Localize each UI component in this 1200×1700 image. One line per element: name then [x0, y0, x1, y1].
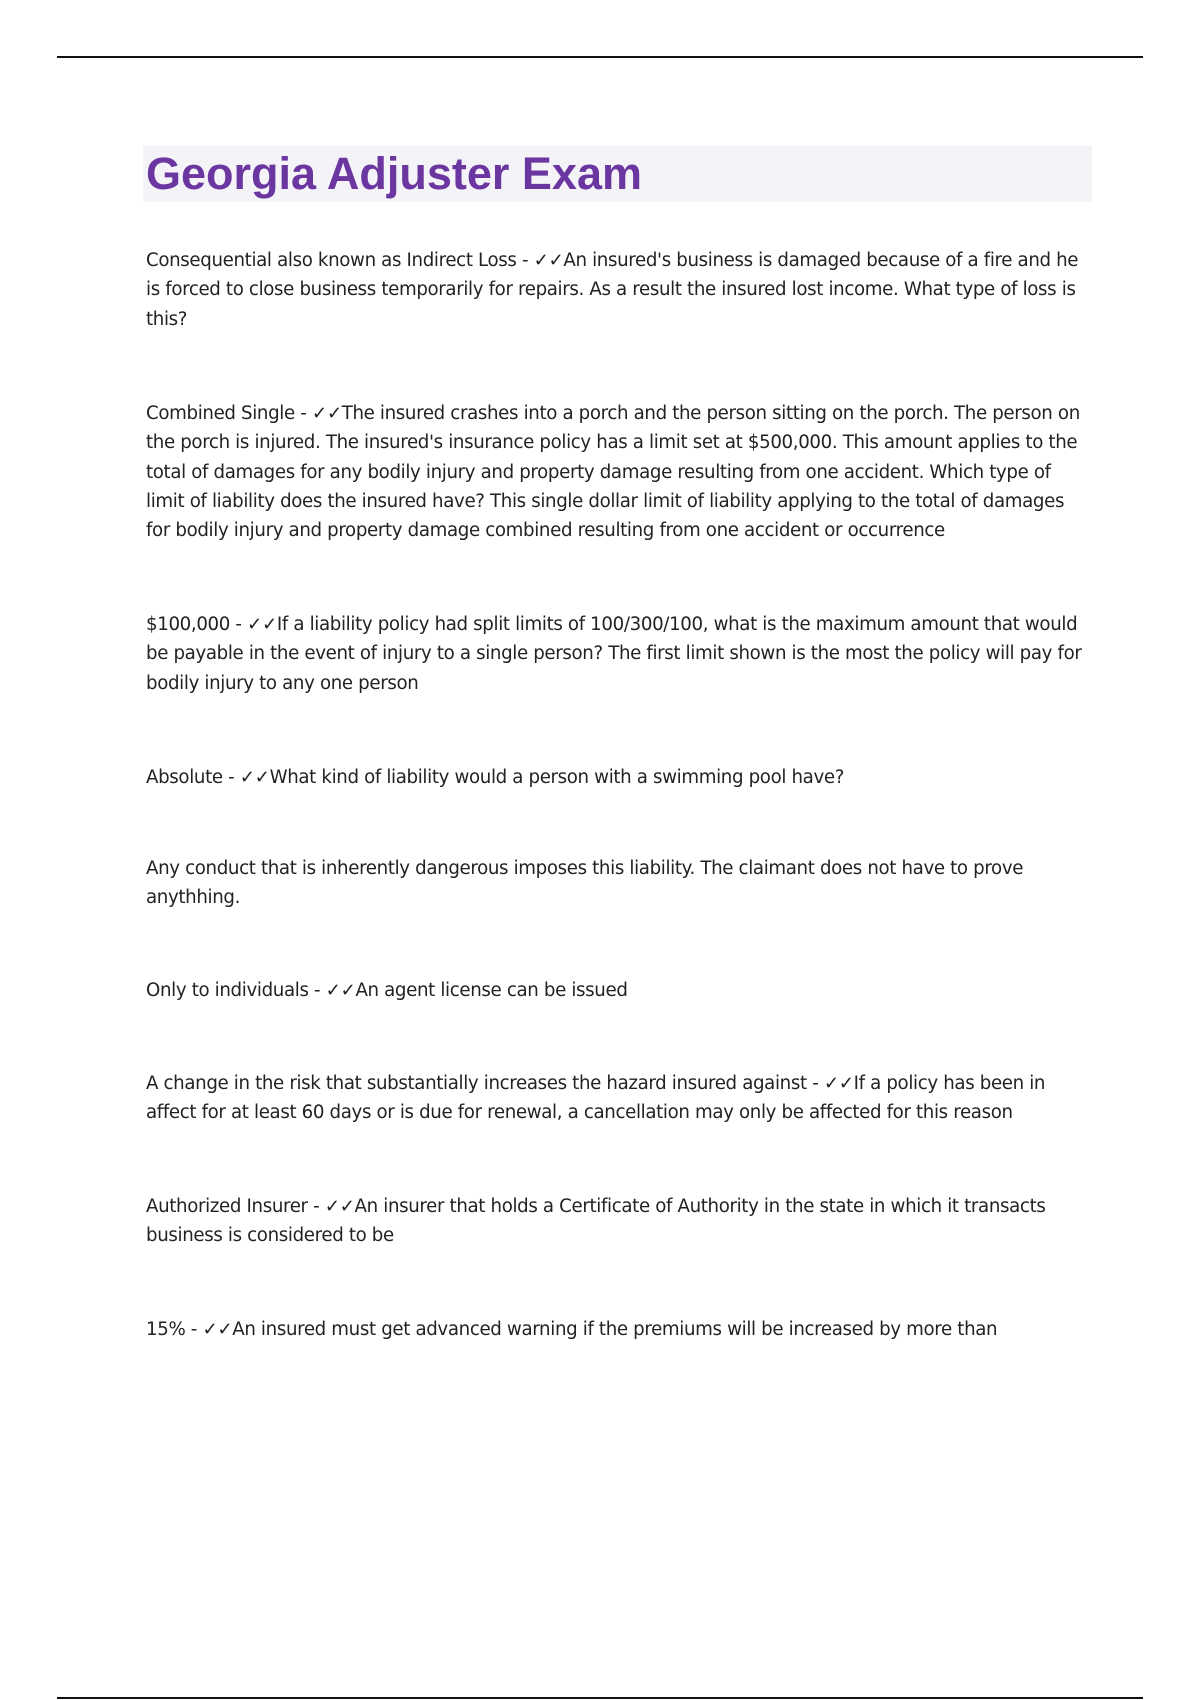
- entry-text: An insured's business is damaged because of a fire and he is forced to close business temporarily for repairs. As a result the insured lost income. What type of loss is this?: [146, 250, 1079, 330]
- check-separator: - ✓✓: [185, 1319, 233, 1340]
- entry-term: Absolute: [146, 767, 223, 788]
- entry-text: An agent license can be issued: [355, 980, 628, 1001]
- check-separator: - ✓✓: [229, 614, 277, 635]
- entry-term: $100,000: [146, 614, 230, 635]
- entry-authorized-insurer: [146, 1192, 1091, 1251]
- entry-change-in-risk: [146, 1069, 1091, 1128]
- entry-term: Authorized Insurer: [146, 1196, 308, 1217]
- entry-text: If a policy has been in affect for at least 60 days or is due for renewal, a cancellation may only be affected for this reason: [146, 1073, 1046, 1124]
- check-separator: - ✓✓: [307, 1196, 355, 1217]
- entry-term: Only to individuals: [146, 980, 309, 1001]
- entry-15-percent: [146, 1315, 1091, 1344]
- bottom-divider: [57, 1697, 1143, 1699]
- entry-text: Any conduct that is inherently dangerous imposes this liability. The claimant does not have to prove anythhing.: [146, 858, 1024, 909]
- entry-absolute: [146, 763, 1091, 792]
- entry-text: An insured must get advanced warning if the premiums will be increased by more than: [232, 1319, 998, 1340]
- top-divider: [57, 56, 1143, 58]
- check-separator: - ✓✓: [806, 1073, 854, 1094]
- check-separator: - ✓✓: [222, 767, 270, 788]
- entry-text: An insurer that holds a Certificate of Authority in the state in which it transacts business is considered to be: [146, 1196, 1046, 1247]
- check-separator: - ✓✓: [294, 403, 342, 424]
- entry-combined-single: [146, 399, 1091, 545]
- entry-inherently-dangerous: [146, 854, 1091, 913]
- page-title: Georgia Adjuster Exam: [146, 148, 642, 199]
- check-separator: - ✓✓: [308, 980, 356, 1001]
- entry-term: A change in the risk that substantially increases the hazard insured against: [146, 1073, 807, 1094]
- entry-term: Combined Single: [146, 403, 295, 424]
- entry-only-to-individuals: [146, 976, 1091, 1005]
- entry-term: Consequential also known as Indirect Loss: [146, 250, 517, 271]
- entry-consequential-loss: [146, 246, 1091, 334]
- entry-text: The insured crashes into a porch and the person sitting on the porch. The person on the porch is injured. The insured's insurance policy has a limit set at $500,000. This amount applies to the total of damages for any bodily injury and property damage resulting from one accident. Which type of limit of liability does the insured have? This single dollar limit of liability applying to the total of damages for bodily injury and property damage combined resulting from one accident or occurrence: [146, 403, 1080, 542]
- entry-text: What kind of liability would a person with a swimming pool have?: [269, 767, 845, 788]
- entry-100000: [146, 610, 1091, 698]
- entry-term: 15%: [146, 1319, 186, 1340]
- entry-text: If a liability policy had split limits of 100/300/100, what is the maximum amount that would be payable in the event of injury to a single person? The first limit shown is the most the policy will pay for bodily injury to any one person: [146, 614, 1082, 694]
- check-separator: - ✓✓: [516, 250, 564, 271]
